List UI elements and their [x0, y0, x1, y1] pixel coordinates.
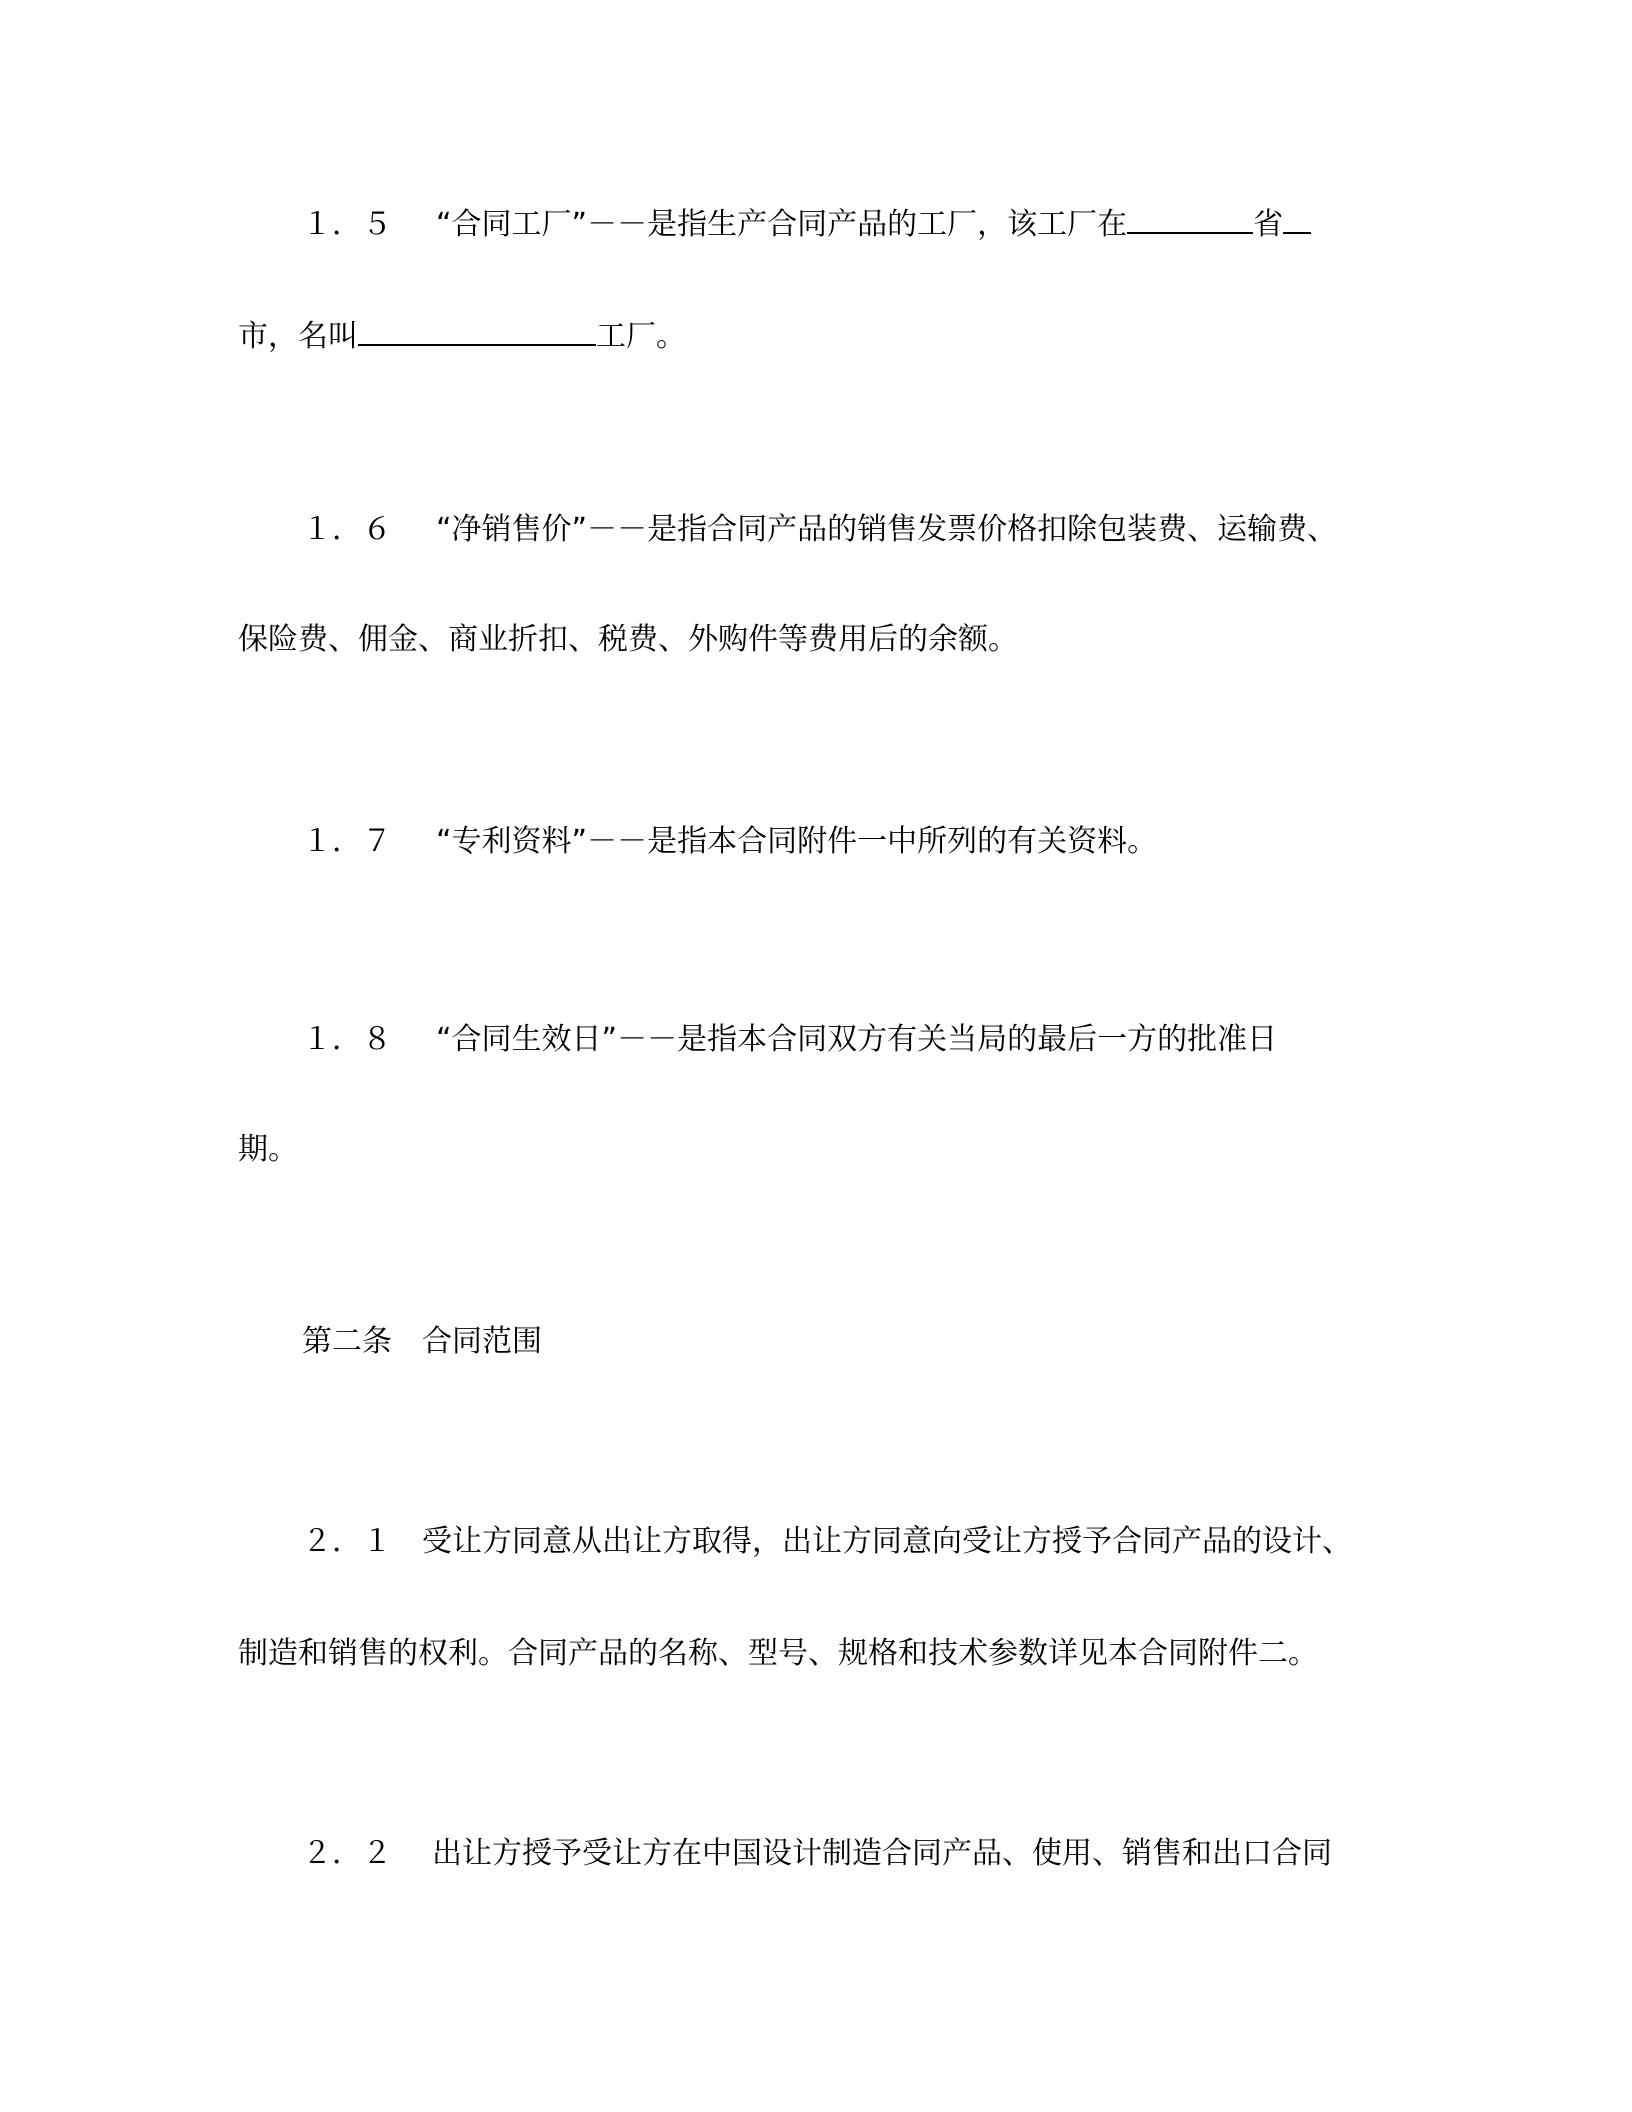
clause-number: １．８: [302, 1022, 392, 1057]
clause-number: ２．１: [302, 1524, 392, 1559]
clause-number: １．６: [302, 512, 392, 547]
clause-1-6-line-2: [238, 620, 1398, 660]
clause-1-5-line-1: [302, 198, 1462, 245]
clause-2-1-line-2: [238, 1634, 1398, 1674]
clause-2-2-line-1: [302, 1834, 1462, 1874]
clause-1-8-line-1: [302, 1020, 1462, 1060]
fill-blank-province: [1127, 198, 1253, 234]
clause-text: 制造和销售的权利。合同产品的名称、型号、规格和技术参数详见本合同附件二。: [238, 1636, 1318, 1671]
clause-text: 期。: [238, 1132, 298, 1167]
clause-number: １．５: [302, 207, 392, 242]
clause-1-5-line-2: [238, 310, 1398, 357]
clause-text: 出让方授予受让方在中国设计制造合同产品、使用、销售和出口合同: [432, 1836, 1332, 1871]
clause-text: 保险费、佣金、商业折扣、税费、外购件等费用后的余额。: [238, 622, 1018, 657]
clause-text: “合同生效日”－－是指本合同双方有关当局的最后一方的批准日: [436, 1022, 1278, 1057]
clause-text: 工厂。: [596, 319, 686, 354]
clause-1-8-line-2: [238, 1130, 1398, 1170]
clause-2-1-line-1: [302, 1522, 1462, 1562]
fill-blank-factory-name: [358, 310, 596, 346]
clause-text: “合同工厂”－－是指生产合同产品的工厂，该工厂在: [436, 207, 1128, 242]
clause-text: “专利资料”－－是指本合同附件一中所列的有关资料。: [436, 824, 1158, 859]
article-title: 第二条 合同范围: [302, 1324, 542, 1359]
fill-blank-city: [1283, 198, 1311, 234]
clause-text: “净销售价”－－是指合同产品的销售发票价格扣除包装费、运输费、: [436, 512, 1338, 547]
clause-number: １．７: [302, 824, 392, 859]
clause-1-7-line-1: [302, 822, 1462, 862]
clause-1-6-line-1: [302, 510, 1462, 550]
clause-number: ２．２: [302, 1836, 392, 1871]
clause-text: 省: [1253, 207, 1284, 242]
clause-text: 受让方同意从出让方取得，出让方同意向受让方授予合同产品的设计、: [422, 1524, 1352, 1559]
article-2-title: [302, 1322, 1462, 1362]
clause-text: 市，名叫: [238, 319, 358, 354]
